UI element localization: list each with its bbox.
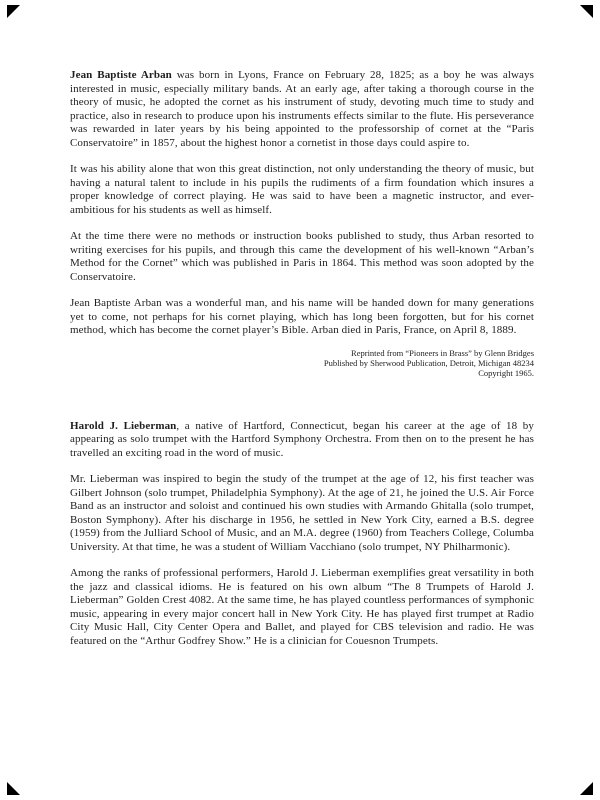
arban-paragraph-3: At the time there were no methods or instruction books published to study, thus Arban resorted to writing exercises for his pupils, and through this came the development of his well-known “Arban’s Method for the Cornet” which was published in Paris in 1864. This method was soon adopted by the Conservatoire. [70, 230, 534, 283]
arban-section [70, 69, 534, 378]
page-content [70, 69, 534, 661]
arban-opening-text: was born in Lyons, France on February 28, 1825; as a boy he was always interested in music, especially military bands. At an early age, after taking a thorough course in the theory of music, he adopted the cornet as his instrument of study, devoting much time to study and practice, also in research to produce upon his instruments effects similar to the flute. His perseverance was rewarded in later years by his being appointed to the professorship of cornet at the “Paris Conservatoire” in 1857, about the highest honor a cornetist in those days could aspire to. [70, 69, 534, 149]
arban-paragraph-4: Jean Baptiste Arban was a wonderful man, and his name will be handed down for many generations yet to come, not perhaps for his cornet playing, which has long been forgotten, but for his cornet method, which has become the cornet player’s Bible. Arban died in Paris, France, on April 8, 1889. [70, 297, 534, 336]
citation-line-copyright: Copyright 1965. [478, 367, 534, 378]
arban-paragraph-2: It was his ability alone that won this great distinction, not only understanding the theory of music, but having a natural talent to include in his pupils the rudiments of a firm foundation which insures a proper knowledge of correct playing. He was said to have been a magnetic instructor, and ever-ambitious for his students as well as himself. [70, 163, 534, 216]
corner-mark-bottom-right [580, 782, 593, 795]
corner-mark-top-right [580, 5, 593, 18]
citation-line-source: Reprinted from “Pioneers in Brass” by Glenn Bridges [351, 347, 534, 358]
lieberman-opening-text: , a native of Hartford, Connecticut, began his career at the age of 18 by appearing as solo trumpet with the Hartford Symphony Orchestra. From then on to the present he has travelled an exciting road in the word of music. [70, 419, 534, 459]
arban-name-lead-in: Jean Baptiste Arban [70, 69, 172, 81]
lieberman-paragraph-2: Mr. Lieberman was inspired to begin the study of the trumpet at the age of 12, his first teacher was Gilbert Johnson (solo trumpet, Philadelphia Symphony). At the age of 21, he joined the U.S. Air Force Band as an instructor and soloist and continued his own studies with Armando Ghitalla (solo trumpet, Boston Symphony). After his discharge in 1956, he settled in New York City, earned a B.S. degree (1959) from the Julliard School of Music, and an M.A. degree (1960) from Teachers College, Columba University. At that time, he was a student of William Vacchiano (solo trumpet, NY Philharmonic). [70, 473, 534, 553]
citation-block [70, 348, 534, 378]
corner-mark-top-left [7, 5, 20, 18]
citation-line-publisher: Published by Sherwood Publication, Detroit, Michigan 48234 [323, 357, 534, 368]
lieberman-section [70, 420, 534, 649]
lieberman-name-lead-in: Harold J. Lieberman [70, 419, 177, 432]
arban-opening-paragraph [70, 69, 534, 150]
corner-mark-bottom-left [7, 782, 20, 795]
lieberman-opening-paragraph [70, 420, 534, 461]
lieberman-paragraph-3: Among the ranks of professional performers, Harold J. Lieberman exemplifies great versatility in both the jazz and classical idioms. He is featured on his own album “The 8 Trumpets of Harold J. Lieberman” Golden Crest 4082. At the same time, he has played countless performances of symphonic music, appearing in every major concert hall in New York City. He has played first trumpet at Radio City Music Hall, City Center Opera and Ballet, and played for CBS television and radio. He was featured on the “Arthur Godfrey Show.” He is a clinician for Couesnon Trumpets. [70, 567, 534, 647]
